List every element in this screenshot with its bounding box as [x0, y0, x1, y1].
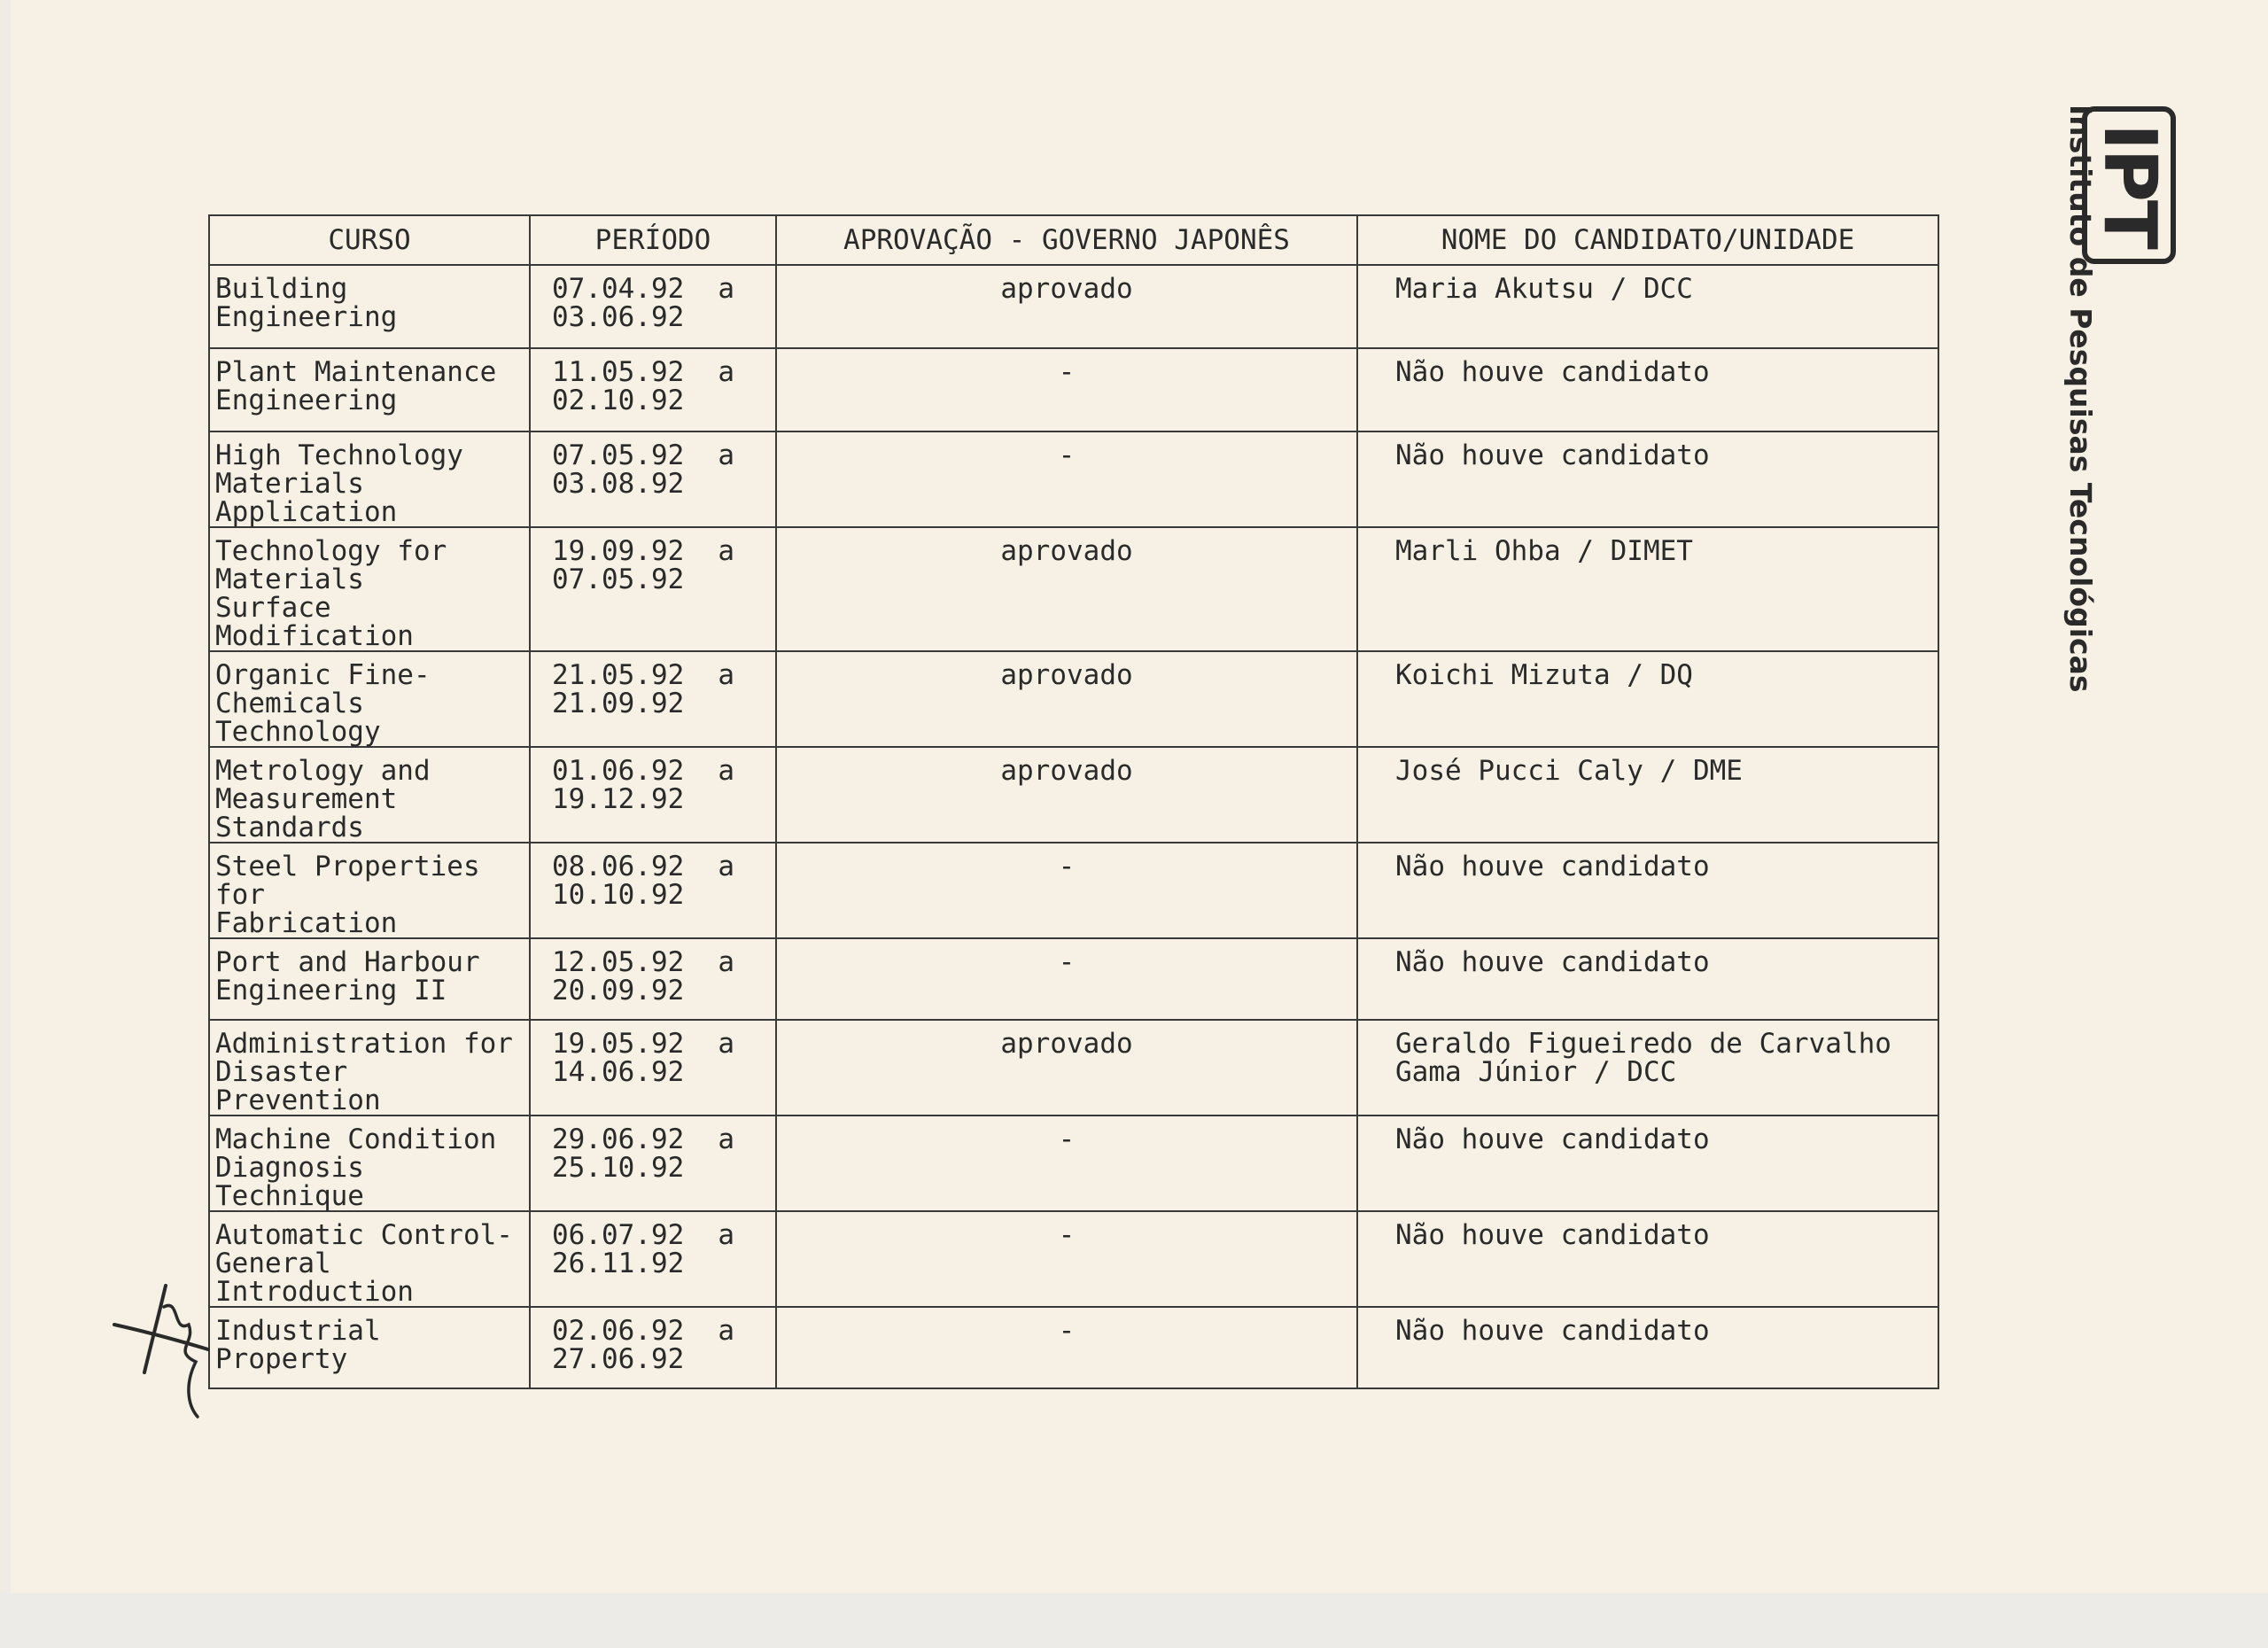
- approval-status: -: [1058, 1123, 1076, 1155]
- period-end: 10.10.92: [552, 879, 685, 911]
- period-cell: [530, 431, 776, 527]
- table-row: [209, 843, 1938, 938]
- course-name: Metrology and Measurement Standards: [215, 755, 431, 843]
- approval-status: aprovado: [1000, 1028, 1133, 1060]
- candidate-cell: [1357, 1020, 1938, 1116]
- period-start: 06.07.92: [552, 1219, 685, 1251]
- candidate-cell: [1357, 265, 1938, 348]
- period-cell: [530, 747, 776, 843]
- period-cell: [530, 1020, 776, 1116]
- candidate-name: Não houve candidato: [1395, 946, 1710, 978]
- candidate-name: Não houve candidato: [1395, 1219, 1710, 1251]
- period-separator: a: [718, 1028, 734, 1060]
- period-start: 07.05.92: [552, 439, 685, 471]
- period-start: 07.04.92: [552, 273, 685, 305]
- period-start: 29.06.92: [552, 1123, 685, 1155]
- approval-status: -: [1058, 439, 1076, 471]
- logo-text: IPT: [2086, 122, 2171, 248]
- period-cell: [530, 651, 776, 747]
- course-cell: [209, 651, 530, 747]
- course-cell: [209, 1020, 530, 1116]
- period-cell: [530, 348, 776, 431]
- period-cell: [530, 1211, 776, 1307]
- course-cell: [209, 348, 530, 431]
- course-name: High Technology Materials Application: [215, 439, 463, 528]
- candidate-cell: [1357, 1116, 1938, 1211]
- institute-name: Instituto de Pesquisas Tecnológicas: [2063, 105, 2098, 693]
- period-end: 19.12.92: [552, 783, 685, 815]
- course-name: Industrial Property: [215, 1315, 381, 1375]
- period-cell: [530, 265, 776, 348]
- period-separator: a: [718, 1315, 734, 1347]
- period-start: 12.05.92: [552, 946, 685, 978]
- period-end: 20.09.92: [552, 975, 685, 1007]
- period-end: 02.10.92: [552, 385, 685, 416]
- approval-status: aprovado: [1000, 273, 1133, 305]
- candidate-cell: [1357, 843, 1938, 938]
- approval-status: -: [1058, 1315, 1076, 1347]
- handwritten-signature: [111, 1280, 217, 1422]
- approval-cell: [776, 651, 1357, 747]
- candidate-name: Koichi Mizuta / DQ: [1395, 659, 1693, 691]
- period-end: 25.10.92: [552, 1152, 685, 1184]
- course-name: Plant Maintenance Engineering: [215, 356, 497, 416]
- table-row: [209, 938, 1938, 1020]
- table-row: [209, 1307, 1938, 1388]
- approval-status: aprovado: [1000, 659, 1133, 691]
- period-separator: a: [718, 851, 734, 882]
- period-separator: a: [718, 1219, 734, 1251]
- period-separator: a: [718, 946, 734, 978]
- period-cell: [530, 1116, 776, 1211]
- course-name: Building Engineering: [215, 273, 398, 333]
- period-cell: [530, 938, 776, 1020]
- course-cell: [209, 747, 530, 843]
- candidate-name: Marli Ohba / DIMET: [1395, 535, 1693, 567]
- approval-cell: [776, 348, 1357, 431]
- period-end: 14.06.92: [552, 1056, 685, 1088]
- approval-cell: [776, 843, 1357, 938]
- period-separator: a: [718, 755, 734, 787]
- period-cell: [530, 527, 776, 651]
- period-end: 03.08.92: [552, 468, 685, 500]
- period-end: 27.06.92: [552, 1343, 685, 1375]
- approval-cell: [776, 938, 1357, 1020]
- candidate-name: Não houve candidato: [1395, 1315, 1710, 1347]
- period-start: 19.05.92: [552, 1028, 685, 1060]
- candidate-name: Não houve candidato: [1395, 1123, 1710, 1155]
- course-name: Automatic Control- General Introduction: [215, 1219, 513, 1308]
- candidate-cell: [1357, 1211, 1938, 1307]
- course-name: Technology for Materials Surface Modification: [215, 535, 447, 652]
- period-separator: a: [718, 356, 734, 388]
- course-cell: [209, 527, 530, 651]
- period-start: 02.06.92: [552, 1315, 685, 1347]
- approval-cell: [776, 747, 1357, 843]
- column-header-aprovacao: APROVAÇÃO - GOVERNO JAPONÊS: [776, 215, 1357, 265]
- approval-status: aprovado: [1000, 755, 1133, 787]
- period-end: 26.11.92: [552, 1248, 685, 1279]
- approval-cell: [776, 431, 1357, 527]
- candidate-cell: [1357, 938, 1938, 1020]
- period-start: 11.05.92: [552, 356, 685, 388]
- approval-cell: [776, 1020, 1357, 1116]
- approval-status: -: [1058, 356, 1076, 388]
- course-name: Machine Condition Diagnosis Technique: [215, 1123, 497, 1212]
- scan-background-strip: [0, 1593, 2268, 1648]
- approval-cell: [776, 527, 1357, 651]
- table-body: [209, 265, 1938, 1388]
- approval-status: -: [1058, 1219, 1076, 1251]
- period-start: 19.09.92: [552, 535, 685, 567]
- approval-cell: [776, 1211, 1357, 1307]
- period-separator: a: [718, 273, 734, 305]
- approval-status: -: [1058, 851, 1076, 882]
- course-name: Organic Fine- Chemicals Technology: [215, 659, 431, 748]
- candidate-cell: [1357, 527, 1938, 651]
- column-header-curso: CURSO: [209, 215, 530, 265]
- table-row: [209, 651, 1938, 747]
- course-name: Port and Harbour Engineering II: [215, 946, 480, 1007]
- candidate-name: José Pucci Caly / DME: [1395, 755, 1743, 787]
- period-cell: [530, 843, 776, 938]
- table-row: [209, 747, 1938, 843]
- course-cell: [209, 1116, 530, 1211]
- course-cell: [209, 431, 530, 527]
- approval-status: aprovado: [1000, 535, 1133, 567]
- approval-cell: [776, 265, 1357, 348]
- period-separator: a: [718, 439, 734, 471]
- candidate-name: Não houve candidato: [1395, 851, 1710, 882]
- period-end: 21.09.92: [552, 688, 685, 719]
- course-cell: [209, 265, 530, 348]
- period-start: 01.06.92: [552, 755, 685, 787]
- period-end: 03.06.92: [552, 301, 685, 333]
- table-row: [209, 348, 1938, 431]
- table-row: [209, 1211, 1938, 1307]
- table-row: [209, 1020, 1938, 1116]
- period-separator: a: [718, 1123, 734, 1155]
- candidate-cell: [1357, 1307, 1938, 1388]
- period-start: 21.05.92: [552, 659, 685, 691]
- candidate-name: Maria Akutsu / DCC: [1395, 273, 1693, 305]
- table-row: [209, 1116, 1938, 1211]
- period-start: 08.06.92: [552, 851, 685, 882]
- period-separator: a: [718, 535, 734, 567]
- period-separator: a: [718, 659, 734, 691]
- course-cell: [209, 938, 530, 1020]
- candidate-name: Geraldo Figueiredo de Carvalho Gama Júnior / DCC: [1395, 1028, 1891, 1088]
- candidate-cell: [1357, 747, 1938, 843]
- period-cell: [530, 1307, 776, 1388]
- table-row: [209, 431, 1938, 527]
- course-cell: [209, 1307, 530, 1388]
- approval-cell: [776, 1307, 1357, 1388]
- approval-cell: [776, 1116, 1357, 1211]
- course-name: Steel Properties for Fabrication: [215, 851, 480, 939]
- column-header-candidato: NOME DO CANDIDATO/UNIDADE: [1357, 215, 1938, 265]
- approval-status: -: [1058, 946, 1076, 978]
- candidate-name: Não houve candidato: [1395, 439, 1710, 471]
- candidate-cell: [1357, 348, 1938, 431]
- course-cell: [209, 843, 530, 938]
- candidate-name: Não houve candidato: [1395, 356, 1710, 388]
- period-end: 07.05.92: [552, 564, 685, 595]
- table-row: [209, 265, 1938, 348]
- candidate-cell: [1357, 431, 1938, 527]
- course-name: Administration for Disaster Prevention: [215, 1028, 513, 1116]
- table-row: [209, 527, 1938, 651]
- candidate-cell: [1357, 651, 1938, 747]
- table-header-row: [209, 215, 1938, 265]
- course-cell: [209, 1211, 530, 1307]
- courses-table: [208, 214, 1939, 1389]
- column-header-periodo: PERÍODO: [530, 215, 776, 265]
